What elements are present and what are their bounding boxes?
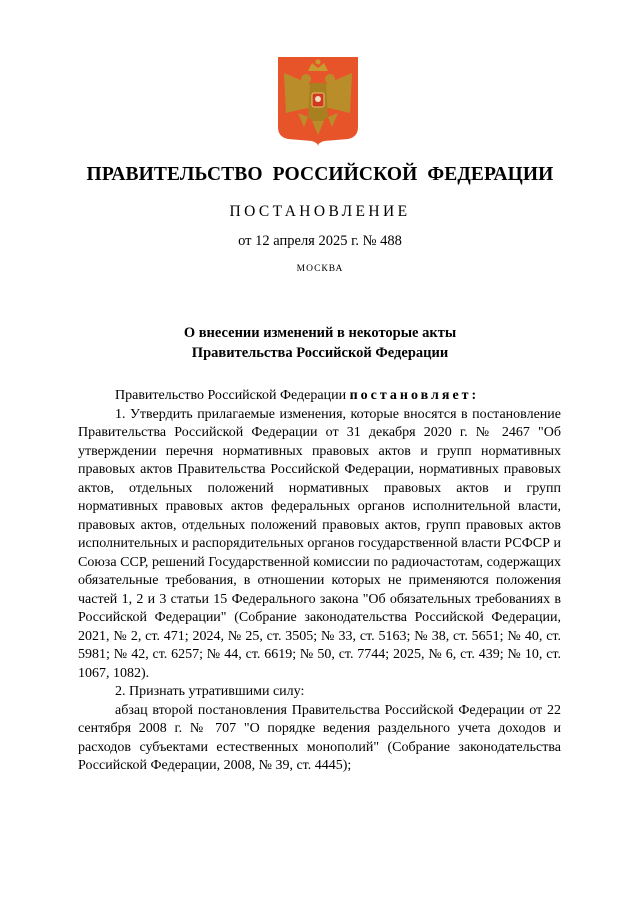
intro-paragraph: [78, 387, 561, 406]
document-date: от 12 апреля 2025 г. № 488: [238, 233, 402, 249]
city: МОСКВА: [296, 264, 344, 274]
document-type: ПОСТАНОВЛЕНИЕ: [229, 203, 411, 220]
item-2a-paragraph: абзац второй постановления Правительства Российской Федерации от 22 сентября 2008 г. № 707 "О порядке ведения раздельного учета доходов и расходов субъектами естественных монополий" (Собрание законодательства Российской Федерации, 2008, № 39, ст. 4445);: [78, 702, 561, 773]
item-1-paragraph: 1. Утвердить прилагаемые изменения, которые вносятся в постановление Правительства Российской Федерации от 31 декабря 2020 г. № 2467 "Об утверждении перечня нормативных правовых актов и групп нормативных правовых актов Правительства Российской Федерации, нормативных правовых актов, отдельных положений нормативных правовых актов и групп нормативных правовых актов федеральных органов исполнительной власти, правовых актов, отдельных положений правовых актов, групп правовых актов исполнительных и распорядительных органов государственной власти РСФСР и Союза ССР, решений Государственной комиссии по радиочастотам, содержащих обязательные требования, в отношении которых не применяются положения частей 1, 2 и 3 статьи 15 Федерального закона "Об обязательных требованиях в Российской Федерации" (Собрание законодательства Российской Федерации, 2021, № 2, ст. 471; 2024, № 25, ст. 3505; № 33, ст. 5163; № 38, ст. 5651; № 40, ст. 5981; № 42, ст. 6257; № 44, ст. 6619; № 50, ст. 7744; 2025, № 6, ст. 439; № 10, ст. 1067, 1082).: [78, 406, 561, 681]
intro-verb: постановляет:: [349, 388, 480, 403]
document-body: [78, 387, 561, 776]
item-2-paragraph: 2. Признать утратившими силу:: [115, 684, 305, 699]
subject-line-1: О внесении изменений в некоторые акты: [183, 325, 457, 341]
intro-text: Правительство Российской Федерации: [115, 388, 350, 403]
coat-of-arms-icon: [276, 55, 360, 147]
government-title: ПРАВИТЕЛЬСТВО РОССИЙСКОЙ ФЕДЕРАЦИИ: [86, 164, 554, 185]
subject-line-2: Правительства Российской Федерации: [191, 345, 449, 361]
